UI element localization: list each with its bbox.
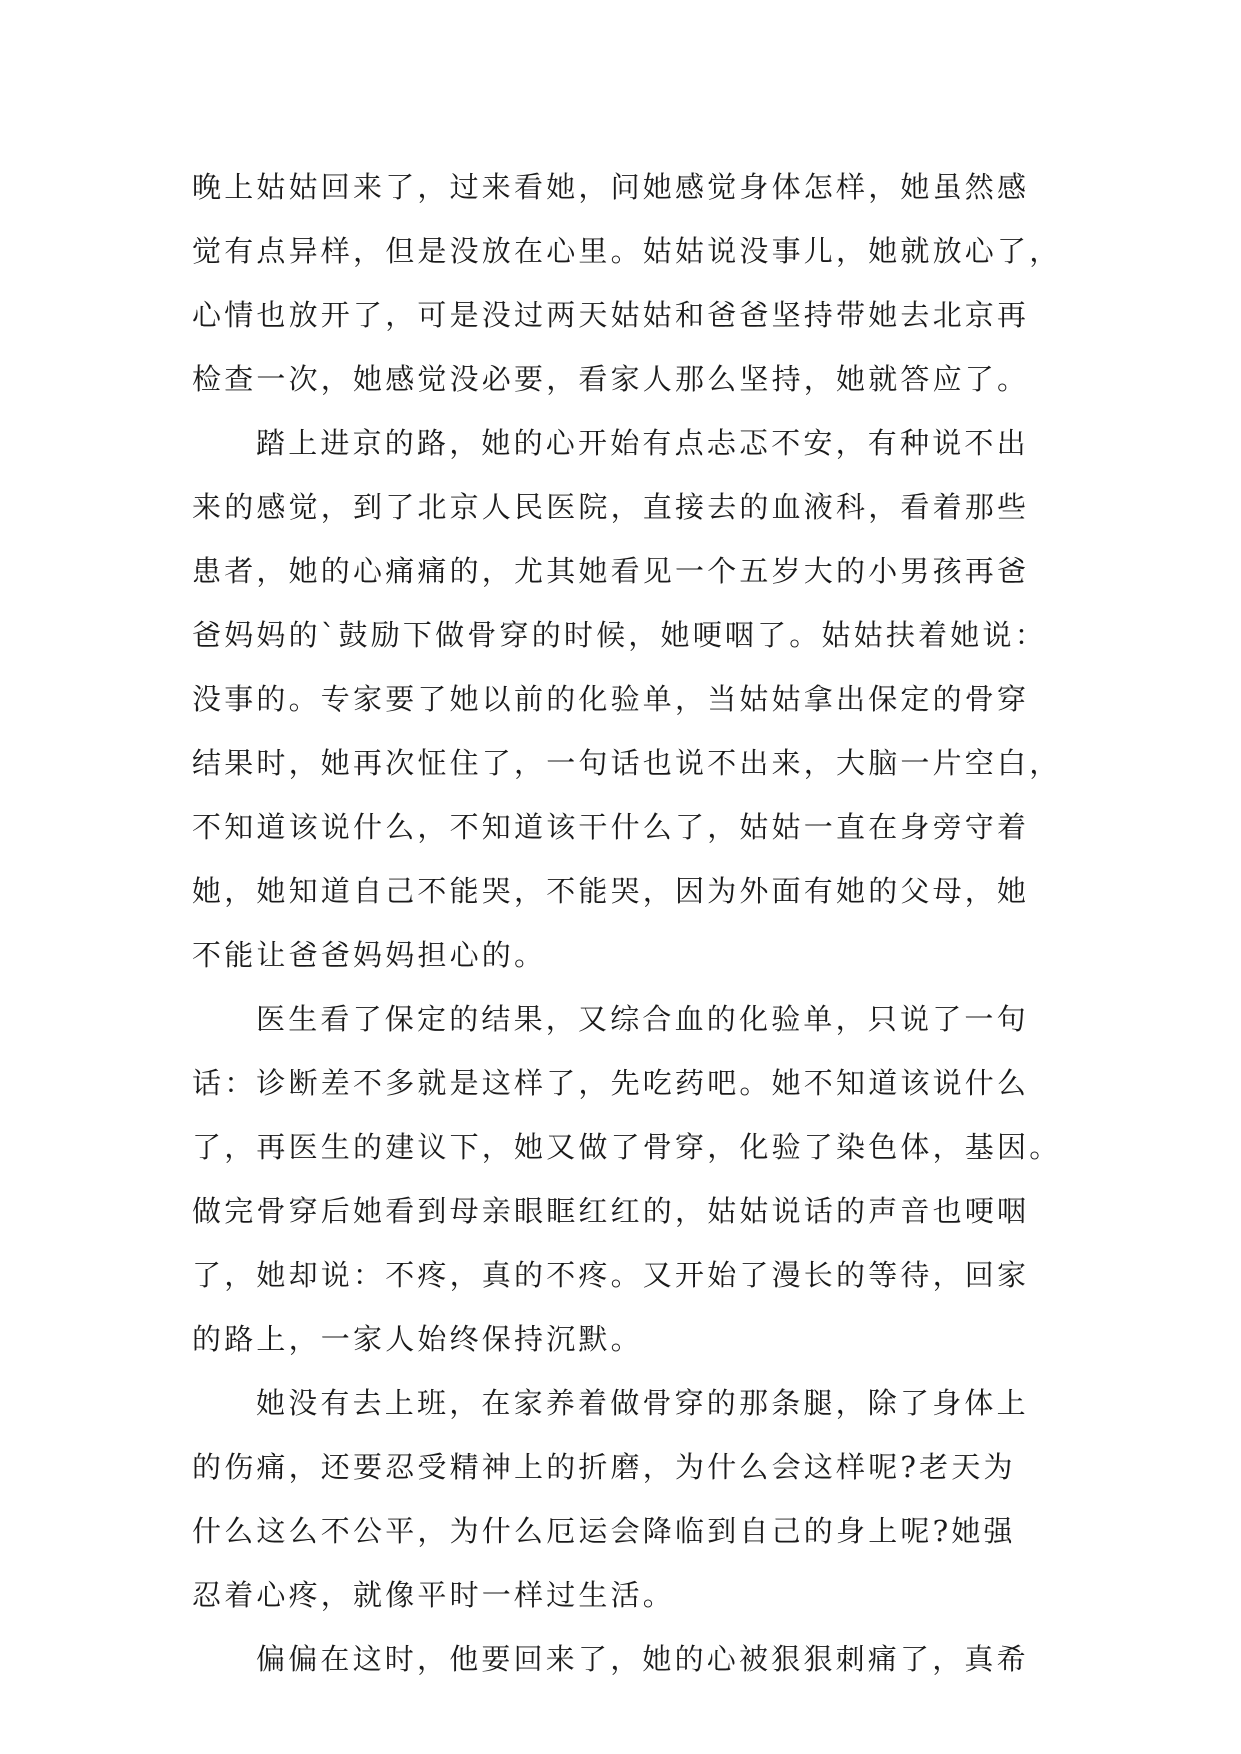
- text-line: 话：诊断差不多就是这样了，先吃药吧。她不知道该说什么: [192, 1066, 1030, 1100]
- body-text: [192, 155, 1062, 1691]
- text-line: 晚上姑姑回来了，过来看她，问她感觉身体怎样，她虽然感: [192, 170, 1030, 204]
- text-line: 了，她却说：不疼，真的不疼。又开始了漫长的等待，回家: [192, 1258, 1030, 1292]
- text-line: 爸妈妈的`鼓励下做骨穿的时候，她哽咽了。姑姑扶着她说：: [192, 618, 1047, 652]
- text-line: 心情也放开了，可是没过两天姑姑和爸爸坚持带她去北京再: [192, 298, 1030, 332]
- text-line: 什么这么不公平，为什么厄运会降临到自己的身上呢?她强: [192, 1514, 1016, 1548]
- text-line: 了，再医生的建议下，她又做了骨穿，化验了染色体，基因。: [192, 1130, 1062, 1164]
- text-line: 忍着心疼，就像平时一样过生活。: [192, 1578, 676, 1612]
- paragraph-first-line: 踏上进京的路，她的心开始有点忐忑不安，有种说不出: [256, 426, 1029, 460]
- paragraph-first-line: 医生看了保定的结果，又综合血的化验单，只说了一句: [256, 1002, 1029, 1036]
- paragraph-first-line: 偏偏在这时，他要回来了，她的心被狠狠刺痛了，真希: [256, 1642, 1029, 1676]
- text-line: 做完骨穿后她看到母亲眼眶红红的，姑姑说话的声音也哽咽: [192, 1194, 1030, 1228]
- paragraph-first-line: 她没有去上班，在家养着做骨穿的那条腿，除了身体上: [256, 1386, 1029, 1420]
- text-line: 的伤痛，还要忍受精神上的折磨，为什么会这样呢?老天为: [192, 1450, 1016, 1484]
- text-line: 不能让爸爸妈妈担心的。: [192, 938, 547, 972]
- text-line: 患者，她的心痛痛的，尤其她看见一个五岁大的小男孩再爸: [192, 554, 1030, 588]
- text-line: 不知道该说什么，不知道该干什么了，姑姑一直在身旁守着: [192, 810, 1030, 844]
- text-line: 结果时，她再次怔住了，一句话也说不出来，大脑一片空白，: [192, 746, 1062, 780]
- text-line: 来的感觉，到了北京人民医院，直接去的血液科，看着那些: [192, 490, 1030, 524]
- text-line: 觉有点异样，但是没放在心里。姑姑说没事儿，她就放心了，: [192, 234, 1062, 268]
- text-line: 她，她知道自己不能哭，不能哭，因为外面有她的父母，她: [192, 874, 1030, 908]
- text-line: 的路上，一家人始终保持沉默。: [192, 1322, 643, 1356]
- text-line: 没事的。专家要了她以前的化验单，当姑姑拿出保定的骨穿: [192, 682, 1030, 716]
- text-line: 检查一次，她感觉没必要，看家人那么坚持，她就答应了。: [192, 362, 1030, 396]
